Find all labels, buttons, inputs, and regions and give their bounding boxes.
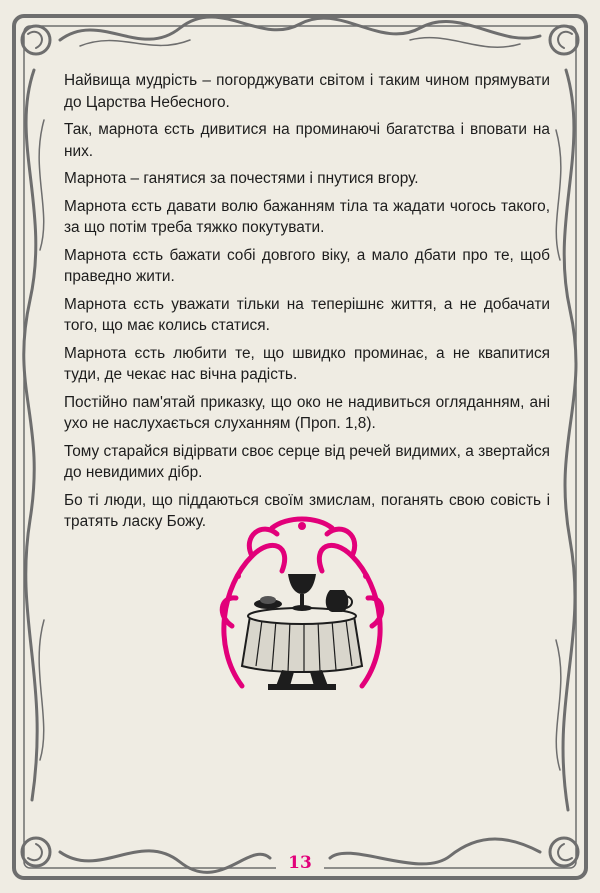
paragraph-10: Бо ті люди, що піддаються своїм змислам, поганять свою совість і тратять ласку Божу. [64, 491, 550, 530]
paragraph-5: Марнота єсть бажати собі довгого віку, а мало дбати про те, щоб праведно жити. [64, 246, 550, 285]
paragraph-8: Постійно пам'ятай приказку, що око не надивиться огляданням, ані ухо не наслухається слуханням (Проп. 1,8). [64, 393, 550, 432]
paragraph-3: Марнота – ганятися за почестями і пнутися вгору. [64, 170, 419, 187]
paragraph-4: Марнота єсть давати волю бажанням тіла та жадати чогось такого, за що потім треба тяжко покутувати. [64, 197, 550, 236]
paragraph-9: Тому старайся відірвати своє серце від речей видимих, а звертайся до невидимих дібр. [64, 442, 550, 481]
paragraph-1: Найвища мудрість – погорджувати світом і таким чином прямувати до Царства Небесного. [64, 72, 550, 111]
main-text [64, 70, 550, 539]
page-number: 13 [276, 852, 324, 874]
paragraph-2: Так, марнота єсть дивитися на проминаючі багатства і вповати на них. [64, 121, 550, 160]
table-with-chalice-illustration [212, 516, 392, 696]
paragraph-7: Марнота єсть любити те, що швидко проминає, а не квапитися туди, де чекає нас вічна радість. [64, 344, 550, 383]
paragraph-6: Марнота єсть уважати тільки на теперішнє життя, а не добачати того, що має колись статися. [64, 295, 550, 334]
